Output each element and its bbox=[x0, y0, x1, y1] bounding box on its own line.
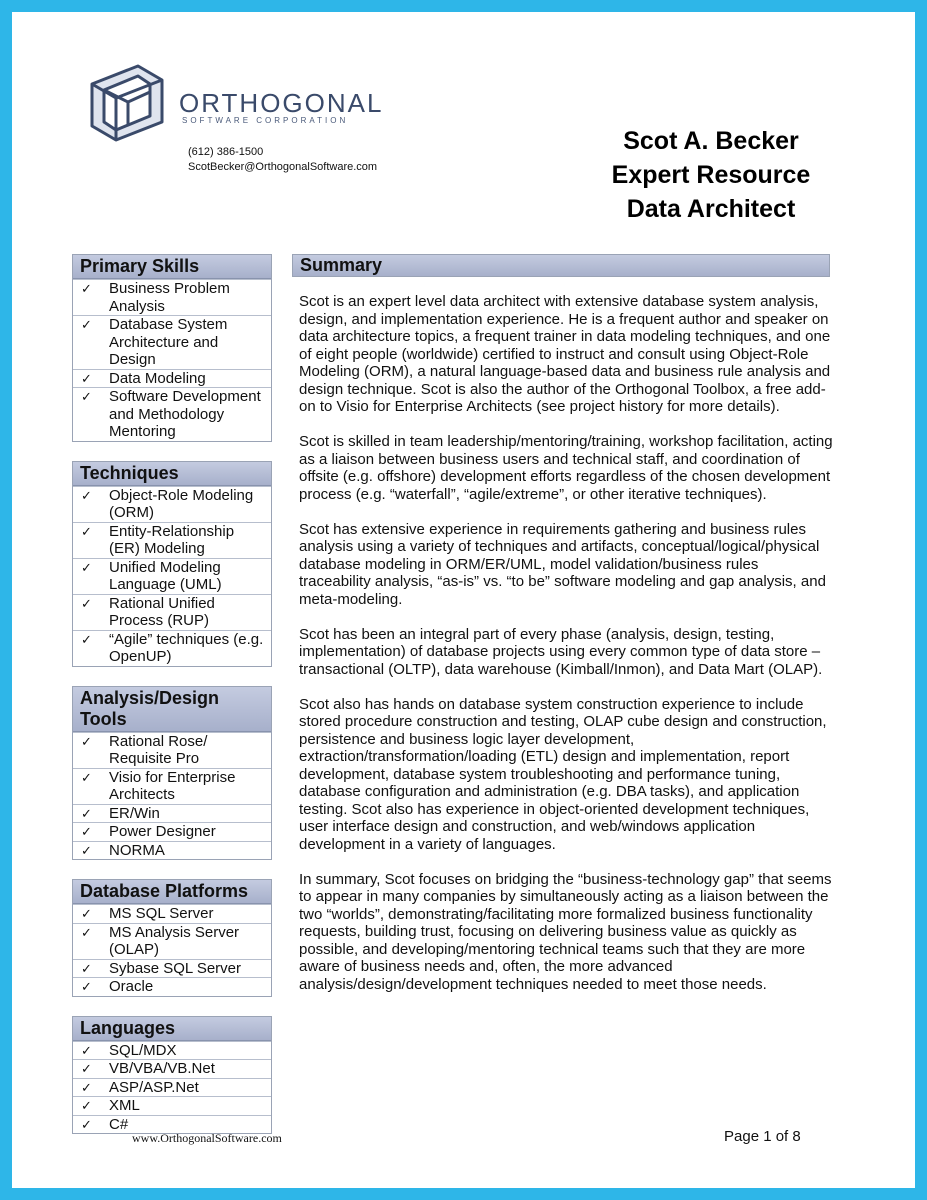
skill-item-label: Unified Modeling Language (UML) bbox=[109, 558, 222, 593]
company-name: ORTHOGONAL bbox=[179, 88, 384, 118]
company-subtitle: SOFTWARE CORPORATION bbox=[182, 116, 349, 125]
title-line-2: Expert Resource bbox=[611, 161, 811, 189]
checkmark-icon: ✓ bbox=[81, 824, 92, 839]
summary-body bbox=[299, 293, 834, 1011]
skill-item-label: Sybase SQL Server bbox=[109, 959, 242, 977]
skill-item bbox=[73, 804, 271, 823]
skill-item bbox=[73, 959, 271, 978]
skill-item-label: MS Analysis Server (OLAP) bbox=[109, 923, 240, 958]
skill-box-heading: Languages bbox=[73, 1017, 271, 1041]
checkmark-icon: ✓ bbox=[81, 960, 92, 976]
skill-item bbox=[73, 387, 271, 441]
checkmark-icon: ✓ bbox=[81, 906, 92, 921]
summary-paragraph: Scot is an expert level data architect with extensive database system analysis, design, and implementation experience. He is a frequent author and speaker on data architecture topics, a frequent trainer in data modeling techniques, and one of eight people (worldwide) certified to instruct and consult using Object-Role Modeling (ORM), a natural language-based data and business rule analysis and design technique. Scot is also the author of the Orthogonal Toolbox, a free add-on to Visio for Enterprise Architects (see project history for more details). bbox=[299, 293, 831, 415]
footer-url[interactable]: www.OrthogonalSoftware.com bbox=[132, 1131, 282, 1145]
skill-box-heading: Techniques bbox=[73, 462, 271, 486]
skill-box bbox=[72, 1016, 272, 1135]
orthogonal-logo-icon bbox=[82, 56, 172, 146]
contact-info bbox=[188, 145, 377, 175]
checkmark-icon: ✓ bbox=[81, 595, 92, 611]
checkmark-icon: ✓ bbox=[81, 559, 92, 575]
summary-heading: Summary bbox=[292, 254, 830, 277]
checkmark-icon: ✓ bbox=[81, 487, 92, 503]
checkmark-icon: ✓ bbox=[81, 1098, 92, 1113]
summary-paragraph: Scot also has hands on database system construction experience to include stored procedure construction and testing, OLAP cube design and construction, persistence and business logic layer development, extraction/transformation/loading (ETL) design and implementation, report development, database system troubleshooting and performance tuning, database configuration and administration (e.g. DBA tasks), and application testing. Scot also has experience in object-oriented development techniques, user interface design and construction, and web/windows application development in a variety of languages. bbox=[299, 695, 827, 853]
skill-item bbox=[73, 822, 271, 841]
skill-item bbox=[73, 279, 271, 315]
summary-paragraph: In summary, Scot focuses on bridging the “business-technology gap” that seems to appear in many companies by simultaneously acting as a liaison between the two “worlds”, demonstrating/facilitating more formalized business functionality requests, building trust, focusing on delivering business value as quickly as possible, and developing/mentoring technical teams such that they are more aware of business needs and, often, the more advanced analysis/design/development techniques needed to meet those needs. bbox=[299, 870, 832, 993]
checkmark-icon: ✓ bbox=[81, 317, 92, 332]
skill-item-label: ASP/ASP.Net bbox=[109, 1078, 199, 1096]
checkmark-icon: ✓ bbox=[81, 370, 92, 386]
skill-item bbox=[73, 1096, 271, 1115]
skill-item bbox=[73, 594, 271, 630]
skill-box bbox=[72, 686, 272, 861]
skill-item-label: Rational Unified Process (RUP) bbox=[109, 594, 215, 629]
skill-item-label: Object-Role Modeling (ORM) bbox=[109, 486, 254, 521]
skill-item-label: Oracle bbox=[109, 978, 154, 995]
skill-item bbox=[73, 768, 271, 804]
summary-paragraph: Scot is skilled in team leadership/mentoring/training, workshop facilitation, acting as a liaison between business users and technical staff, and coordination of offsite (e.g. offshore) development efforts regardless of the chosen development process (e.g. “waterfall”, “agile/extreme”, or other iterative techniques). bbox=[299, 433, 833, 503]
skill-box bbox=[72, 254, 272, 442]
resume-page bbox=[12, 12, 915, 1188]
page-number: Page 1 of 8 bbox=[724, 1128, 801, 1145]
skill-item-label: Database System Architecture and Design bbox=[109, 316, 228, 368]
skill-item-label: Data Modeling bbox=[109, 369, 206, 387]
email-address[interactable]: ScotBecker@OrthogonalSoftware.com bbox=[188, 161, 378, 173]
skill-item-label: VB/VBA/VB.Net bbox=[109, 1060, 215, 1077]
skill-item-label: Visio for Enterprise Architects bbox=[109, 768, 236, 803]
skill-item-label: SQL/MDX bbox=[109, 1041, 177, 1059]
skill-item bbox=[73, 522, 271, 558]
skill-item-label: Power Designer bbox=[109, 823, 216, 840]
skill-item-label: XML bbox=[109, 1097, 140, 1114]
skill-box-heading: Analysis/Design Tools bbox=[73, 687, 271, 732]
skill-box bbox=[72, 879, 272, 997]
skill-item bbox=[73, 486, 271, 522]
checkmark-icon: ✓ bbox=[81, 631, 92, 647]
phone-number: (612) 386-1500 bbox=[188, 146, 264, 158]
checkmark-icon: ✓ bbox=[81, 924, 92, 940]
skill-item bbox=[73, 1059, 271, 1078]
skill-box-heading: Database Platforms bbox=[73, 880, 271, 904]
skills-sidebar bbox=[72, 254, 272, 1153]
skill-item bbox=[73, 732, 271, 768]
checkmark-icon: ✓ bbox=[81, 389, 92, 404]
skill-item bbox=[73, 923, 271, 959]
skill-box-heading: Primary Skills bbox=[73, 255, 271, 279]
skill-item bbox=[73, 558, 271, 594]
skill-item bbox=[73, 1041, 271, 1060]
checkmark-icon: ✓ bbox=[81, 842, 92, 858]
skill-item bbox=[73, 315, 271, 369]
skill-item bbox=[73, 1078, 271, 1097]
skill-item-label: Software Development and Methodology Mentoring bbox=[109, 388, 261, 440]
summary-paragraph: Scot has been an integral part of every phase (analysis, design, testing, implementation) of database projects using every common type of data store – transactional (OLTP), data warehouse (Kimball/Inmon), and Data Mart (OLAP). bbox=[299, 625, 823, 678]
skill-item bbox=[73, 841, 271, 860]
skill-item bbox=[73, 630, 271, 666]
skill-item-label: Rational Rose/ Requisite Pro bbox=[109, 732, 208, 767]
checkmark-icon: ✓ bbox=[81, 523, 92, 539]
checkmark-icon: ✓ bbox=[81, 1079, 92, 1095]
title-line-3: Data Architect bbox=[626, 195, 796, 223]
skill-item bbox=[73, 369, 271, 388]
skill-item-label: Entity-Relationship (ER) Modeling bbox=[109, 522, 235, 557]
skill-item-label: NORMA bbox=[109, 841, 165, 859]
checkmark-icon: ✓ bbox=[81, 281, 92, 296]
checkmark-icon: ✓ bbox=[81, 805, 92, 821]
person-name: Scot A. Becker bbox=[623, 127, 799, 155]
summary-paragraph: Scot has extensive experience in requirements gathering and business rules analysis using a variety of techniques and artifacts, conceptual/logical/physical database modeling in ORM/ER/UML, model validation/business rules traceability analysis, “as-is” vs. “to be” software modeling and gap analysis, and meta-modeling. bbox=[299, 520, 826, 608]
skill-item-label: ER/Win bbox=[109, 804, 160, 822]
checkmark-icon: ✓ bbox=[81, 979, 92, 994]
resume-title bbox=[581, 124, 841, 226]
skill-item-label: C# bbox=[109, 1115, 129, 1133]
skill-item-label: Business Problem Analysis bbox=[109, 280, 230, 315]
checkmark-icon: ✓ bbox=[81, 769, 92, 785]
skill-item bbox=[73, 904, 271, 923]
skill-item-label: MS SQL Server bbox=[109, 905, 214, 922]
checkmark-icon: ✓ bbox=[81, 1116, 92, 1132]
checkmark-icon: ✓ bbox=[81, 1042, 92, 1058]
skill-item-label: “Agile” techniques (e.g. OpenUP) bbox=[109, 630, 264, 665]
checkmark-icon: ✓ bbox=[81, 733, 92, 749]
skill-box bbox=[72, 461, 272, 667]
checkmark-icon: ✓ bbox=[81, 1061, 92, 1076]
skill-item bbox=[73, 977, 271, 996]
